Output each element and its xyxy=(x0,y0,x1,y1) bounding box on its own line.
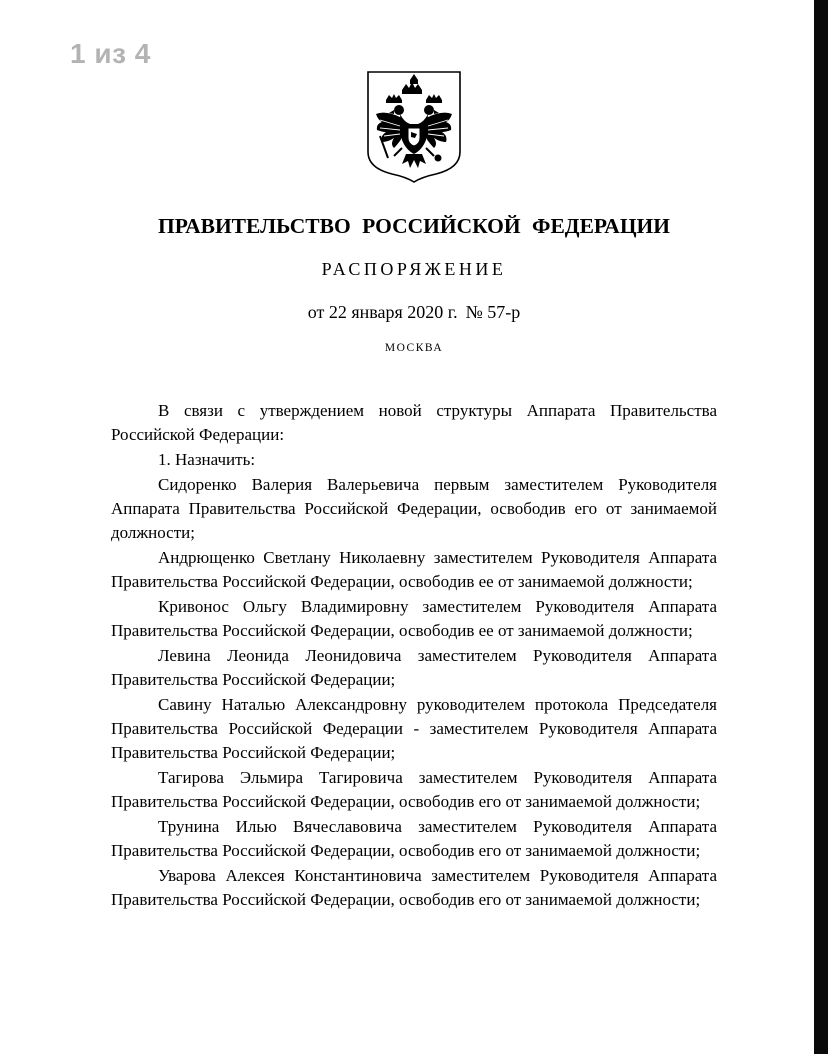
clause-heading: 1. Назначить: xyxy=(158,450,256,469)
document-body xyxy=(111,399,717,912)
list-item: Савину Наталью Александровну руководителем протокола Председателя Правительства Российской Федерации - заместителем Руководителя Аппарата Правительства Российской Федерации; xyxy=(111,695,717,762)
document-city: МОСКВА xyxy=(384,342,444,354)
appointments-list xyxy=(111,473,717,912)
list-item: Тагирова Эльмира Тагировича заместителем Руководителя Аппарата Правительства Российской Федерации, освободив его от занимаемой должности; xyxy=(111,768,717,811)
document-type: РАСПОРЯЖЕНИЕ xyxy=(321,259,507,279)
list-item: Трунина Илью Вячеславовича заместителем Руководителя Аппарата Правительства Российской Федерации, освободив его от занимаемой должности; xyxy=(111,817,717,860)
coat-of-arms-icon xyxy=(366,70,462,184)
list-item: Кривонос Ольгу Владимировну заместителем Руководителя Аппарата Правительства Российской Федерации, освободив ее от занимаемой должности; xyxy=(111,597,717,640)
document-date-line xyxy=(0,302,828,323)
page-counter: 1 из 4 xyxy=(70,38,151,69)
list-item: Андрющенко Светлану Николаевну заместителем Руководителя Аппарата Правительства Российской Федерации, освободив ее от занимаемой должности; xyxy=(111,548,717,591)
list-item: Левина Леонида Леонидовича заместителем Руководителя Аппарата Правительства Российской Федерации; xyxy=(111,646,717,689)
viewer-edge xyxy=(814,0,828,1054)
government-title: ПРАВИТЕЛЬСТВО РОССИЙСКОЙ ФЕДЕРАЦИИ xyxy=(157,214,670,238)
document-date: от 22 января 2020 г. xyxy=(307,302,458,322)
list-item: Уварова Алексея Константиновича заместителем Руководителя Аппарата Правительства Российской Федерации, освободив его от занимаемой должности; xyxy=(111,866,717,909)
intro-paragraph: В связи с утверждением новой структуры Аппарата Правительства Российской Федерации: xyxy=(111,401,717,444)
document-number: № 57-р xyxy=(465,302,521,322)
list-item: Сидоренко Валерия Валерьевича первым заместителем Руководителя Аппарата Правительства Российской Федерации, освободив его от занимаемой должности; xyxy=(111,475,717,542)
